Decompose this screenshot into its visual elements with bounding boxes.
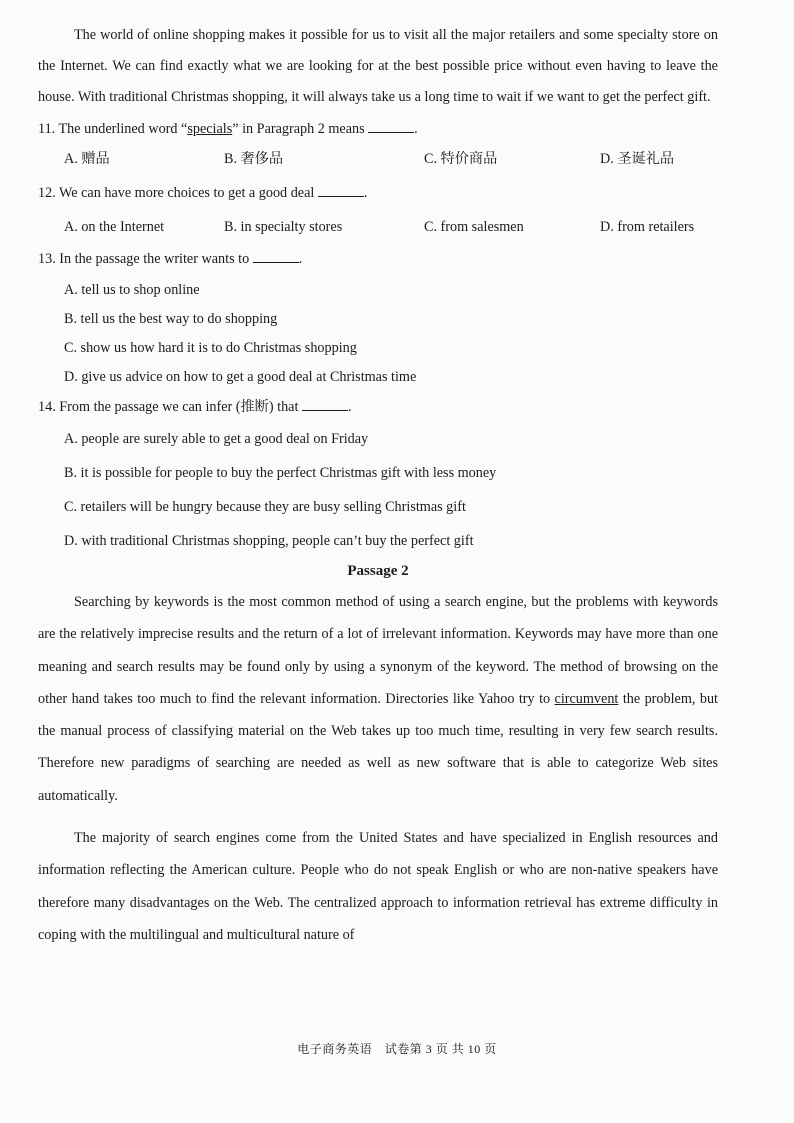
exam-page	[38, 20, 718, 951]
option-a: A. 赠品	[64, 151, 110, 167]
question-11: 11. The underlined word “specials” in Paragraph 2 means .	[38, 121, 418, 137]
option-c: C. show us how hard it is to do Christmas shopping	[64, 340, 357, 356]
question-14: 14. From the passage we can infer (推断) that .	[38, 399, 352, 415]
option-c: C. from salesmen	[424, 219, 524, 235]
question-13: 13. In the passage the writer wants to .	[38, 251, 303, 267]
option-b: B. tell us the best way to do shopping	[64, 311, 278, 327]
option-d: D. give us advice on how to get a good deal at Christmas time	[64, 369, 417, 385]
option-a: A. on the Internet	[64, 219, 165, 235]
question-11-stem-after: ” in Paragraph 2 means	[232, 121, 365, 137]
answer-blank	[368, 120, 414, 133]
option-d: D. from retailers	[600, 219, 695, 235]
passage2-paragraph-1: Searching by keywords is the most common method of using a search engine, but the problems with keywords are the relatively imprecise results and the return of a lot of irrelevant information. Keywords may have more than one meaning and search results may be found only by using a synonym of the keyword. The method of browsing on the other hand takes too much to find the relevant information. Directories like Yahoo try to circumvent the problem, but the manual process of classifying material on the Web takes up too much time, resulting in very few search results. Therefore new paradigms of searching are needed as well as new software that is able to categorize Web sites automatically.	[38, 594, 718, 804]
option-c: C. retailers will be hungry because they are busy selling Christmas gift	[64, 499, 466, 515]
question-12-stem: 12. We can have more choices to get a good deal	[38, 185, 315, 201]
passage1-final-paragraph: The world of online shopping makes it possible for us to visit all the major retailers and some specialty store on the Internet. We can find exactly what we are looking for at the best possible price without even having to leave the house. With traditional Christmas shopping, it will always take us a long time to wait if we want to get the perfect gift.	[38, 27, 718, 105]
question-11-stem-before: 11. The underlined word “	[38, 121, 188, 137]
answer-blank	[302, 398, 348, 411]
option-a: A. people are surely able to get a good deal on Friday	[64, 431, 369, 447]
passage2-paragraph-2: The majority of search engines come from the United States and have specialized in English resources and information reflecting the American culture. People who do not speak English or who are non-native speakers have therefore many disadvantages on the Web. The centralized approach to information retrieval has extreme difficulty in coping with the multilingual and multicultural nature of	[38, 830, 718, 943]
page-footer: 电子商务英语 试卷第 3 页 共 10 页	[297, 1042, 497, 1056]
option-b: B. it is possible for people to buy the perfect Christmas gift with less money	[64, 465, 497, 481]
option-b: B. in specialty stores	[224, 219, 343, 235]
question-11-options	[38, 144, 718, 174]
question-12-options	[38, 212, 718, 242]
option-c: C. 特价商品	[424, 151, 498, 167]
option-a: A. tell us to shop online	[64, 282, 200, 298]
question-13-stem: 13. In the passage the writer wants to	[38, 251, 250, 267]
question-14-stem: 14. From the passage we can infer (推断) that	[38, 399, 299, 415]
underlined-word: circumvent	[554, 690, 619, 707]
option-d: D. with traditional Christmas shopping, people can’t buy the perfect gift	[64, 533, 474, 549]
option-b: B. 奢侈品	[224, 151, 284, 167]
option-d: D. 圣诞礼品	[600, 151, 675, 167]
underlined-word: specials	[187, 121, 233, 137]
answer-blank	[318, 184, 364, 197]
question-12: 12. We can have more choices to get a good deal .	[38, 185, 368, 201]
answer-blank	[253, 250, 299, 263]
passage-2-title: Passage 2	[347, 563, 409, 579]
